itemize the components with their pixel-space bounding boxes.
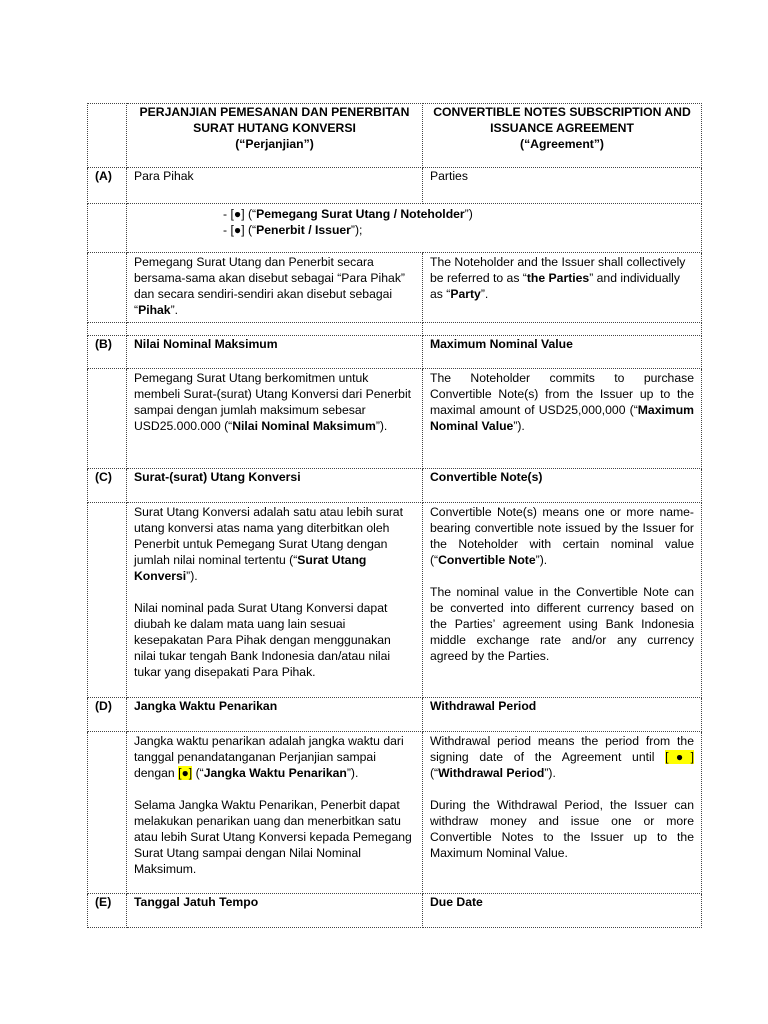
section-c-body-row <box>88 503 702 698</box>
section-c-body-label-cell <box>88 503 127 698</box>
parties-list <box>134 206 694 238</box>
en-title-line2: ISSUANCE AGREEMENT <box>490 121 634 135</box>
section-b-en-body: The Noteholder commits to purchase Convertible Note(s) from the Issuer up to the maximal amount of USD25,000,000 (“Maximum Nominal Value”). <box>423 369 702 469</box>
spacer-row <box>88 323 702 336</box>
section-d-id-body: Jangka waktu penarikan adalah jangka waktu dari tanggal penandatanganan Perjanjian sampai dengan [●] (“Jangka Waktu Penarikan”). Selama Jangka Waktu Penarikan, Penerbit dapat melakukan penarikan uang dan menerbitkan satu atau lebih Surat Utang Konversi kepada Pemegang Surat Utang sampai dengan Nilai Nominal Maksimum. <box>127 732 423 894</box>
list-item: - [●] (“Pemegang Surat Utang / Noteholder”) <box>223 207 473 221</box>
section-d-heading-row <box>88 698 702 732</box>
section-e-label: (E) <box>88 894 127 928</box>
section-e-id-heading: Tanggal Jatuh Tempo <box>127 894 423 928</box>
section-b-id-body: Pemegang Surat Utang berkomitmen untuk membeli Surat-(surat) Utang Konversi dari Penerbit sampai dengan jumlah maksimum sebesar USD25.000.000 (“Nilai Nominal Maksimum”). <box>127 369 423 469</box>
section-d-label: (D) <box>88 698 127 732</box>
section-c-heading-row <box>88 469 702 503</box>
section-c-id-heading: Surat-(surat) Utang Konversi <box>127 469 423 503</box>
list-item: - [●] (“Penerbit / Issuer”); <box>223 223 363 237</box>
section-c-label: (C) <box>88 469 127 503</box>
section-a-id-body: Pemegang Surat Utang dan Penerbit secara bersama-sama akan disebut sebagai “Para Pihak” dan secara sendiri-sendiri akan disebut sebagai “Pihak”. <box>127 253 423 323</box>
parties-list-cell <box>127 204 702 253</box>
section-b-en-heading: Maximum Nominal Value <box>423 336 702 369</box>
parties-list-row <box>88 204 702 253</box>
section-d-body-row <box>88 732 702 894</box>
section-d-id-heading: Jangka Waktu Penarikan <box>127 698 423 732</box>
section-c-en-body: Convertible Note(s) means one or more name-bearing convertible note issued by the Issuer for the Noteholder with certain nominal value (“Convertible Note”). The nominal value in the Convertible Note can be converted into different currency based on the Parties’ agreement using Bank Indonesia middle exchange rate and/or any currency agreed by the Parties. <box>423 503 702 698</box>
section-b-id-heading: Nilai Nominal Maksimum <box>127 336 423 369</box>
en-title-line3: (“Agreement”) <box>520 137 604 151</box>
header-english <box>423 104 702 168</box>
section-a-body-label-cell <box>88 253 127 323</box>
header-row <box>88 104 702 168</box>
parties-list-label-cell <box>88 204 127 253</box>
section-e-en-heading: Due Date <box>423 894 702 928</box>
placeholder-highlight: [●] <box>178 766 193 780</box>
section-d-body-label-cell <box>88 732 127 894</box>
placeholder-highlight: [●] <box>665 750 694 764</box>
section-e-heading-row <box>88 894 702 928</box>
header-label-cell <box>88 104 127 168</box>
section-d-en-heading: Withdrawal Period <box>423 698 702 732</box>
section-c-id-body: Surat Utang Konversi adalah satu atau lebih surat utang konversi atas nama yang diterbitkan oleh Penerbit untuk Pemegang Surat Utang dengan jumlah nilai nominal tertentu (“Surat Utang Konversi”). Nilai nominal pada Surat Utang Konversi dapat diubah ke dalam mata uang lain sesuai kesepakatan Para Pihak dengan menggunakan nilai tukar tengah Bank Indonesia dan/atau nilai tukar yang disepakati Para Pihak. <box>127 503 423 698</box>
en-title-line1: CONVERTIBLE NOTES SUBSCRIPTION AND <box>433 105 691 119</box>
id-title-line2: SURAT HUTANG KONVERSI <box>193 121 356 135</box>
section-a-heading-row <box>88 168 702 204</box>
section-a-en-body: The Noteholder and the Issuer shall collectively be referred to as “the Parties” and individually as “Party”. <box>423 253 702 323</box>
header-indonesian <box>127 104 423 168</box>
section-a-label: (A) <box>88 168 127 204</box>
section-b-label: (B) <box>88 336 127 369</box>
agreement-table <box>87 103 702 928</box>
section-b-heading-row <box>88 336 702 369</box>
id-title-line3: (“Perjanjian”) <box>235 137 314 151</box>
section-c-en-heading: Convertible Note(s) <box>423 469 702 503</box>
section-b-body-row <box>88 369 702 469</box>
section-d-en-body: Withdrawal period means the period from the signing date of the Agreement until [●] (“Withdrawal Period”). During the Withdrawal Period, the Issuer can withdraw money and issue one or more Convertible Notes to the Issuer up to the Maximum Nominal Value. <box>423 732 702 894</box>
id-title-line1: PERJANJIAN PEMESANAN DAN PENERBITAN <box>139 105 410 119</box>
section-b-body-label-cell <box>88 369 127 469</box>
section-a-body-row <box>88 253 702 323</box>
section-a-id-heading: Para Pihak <box>127 168 423 204</box>
section-a-en-heading: Parties <box>423 168 702 204</box>
